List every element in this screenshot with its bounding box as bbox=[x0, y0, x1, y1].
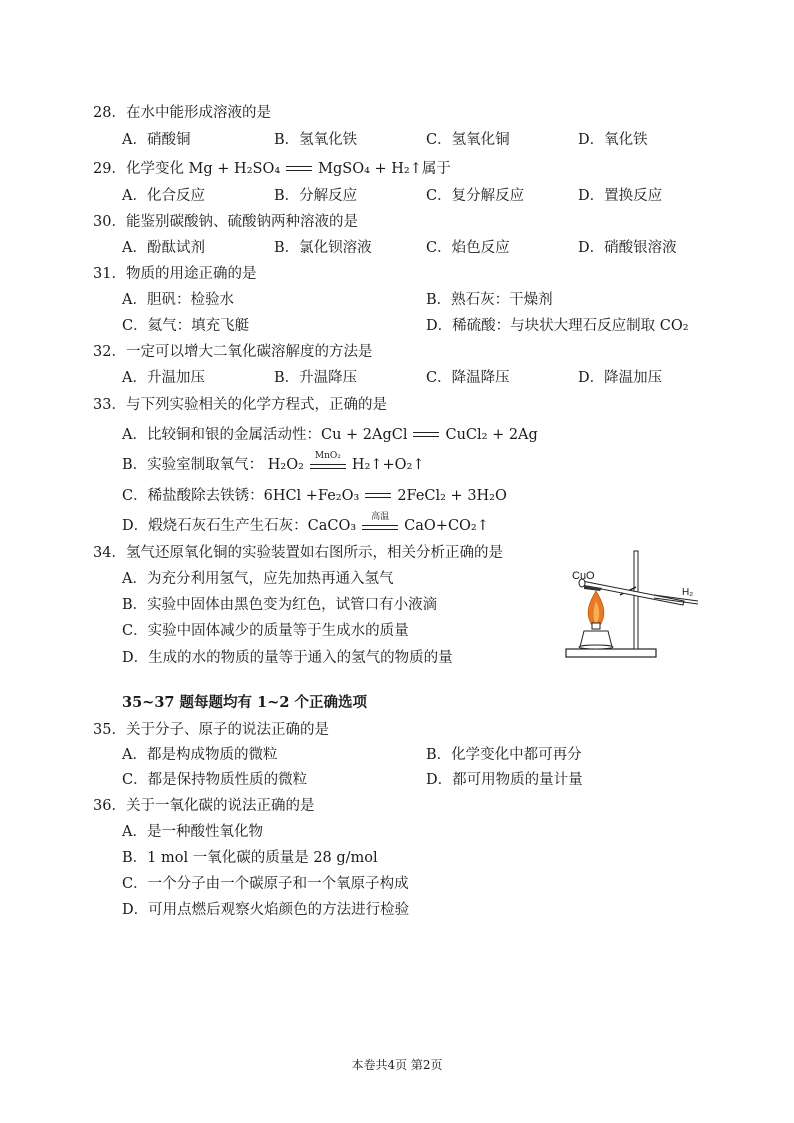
q30-stem: 30．能鉴别碳酸钠、硫酸钠两种溶液的是 bbox=[93, 214, 358, 230]
q33-option-d bbox=[122, 512, 489, 536]
q33-c-products: 2FeCl₂ + 3H₂O bbox=[397, 488, 507, 504]
reaction-condition-arrow bbox=[310, 451, 346, 475]
q35-option-b: B．化学变化中都可再分 bbox=[426, 747, 582, 763]
section-heading: 35~37 题每题均有 1~2 个正确选项 bbox=[122, 694, 367, 711]
q34-option-d: D．生成的水的物质的量等于通入的氢气的物质的量 bbox=[122, 650, 453, 666]
q30-option-c: C．焰色反应 bbox=[426, 240, 510, 256]
q28-option-d: D．氧化铁 bbox=[578, 132, 648, 148]
q28-option-a: A．硝酸铜 bbox=[122, 132, 191, 148]
q33-d-condition: 高温 bbox=[371, 512, 390, 522]
q34-option-a: A．为充分利用氢气，应先加热再通入氢气 bbox=[122, 571, 394, 587]
q33-d-products: CaO+CO₂↑ bbox=[404, 518, 489, 534]
q33-b-products: H₂↑+O₂↑ bbox=[351, 457, 425, 473]
q32-option-c: C．降温降压 bbox=[426, 370, 510, 386]
q33-option-c bbox=[122, 486, 507, 506]
q34-option-b: B．实验中固体由黑色变为红色，试管口有小液滴 bbox=[122, 597, 438, 613]
q36-option-a: A．是一种酸性氧化物 bbox=[122, 824, 263, 840]
q36-option-c: C．一个分子由一个碳原子和一个氧原子构成 bbox=[122, 876, 409, 892]
q31-option-c: C．氦气：填充飞艇 bbox=[122, 318, 250, 334]
equals-sign-icon bbox=[365, 492, 391, 500]
q30-option-a: A．酚酞试剂 bbox=[122, 240, 205, 256]
q36-option-d: D．可用点燃后观察火焰颜色的方法进行检验 bbox=[122, 902, 410, 918]
equals-sign-icon bbox=[286, 165, 312, 173]
q32-option-d: D．降温加压 bbox=[578, 370, 663, 386]
q35-option-d: D．都可用物质的量计量 bbox=[426, 772, 583, 788]
q29-option-b: B．分解反应 bbox=[274, 188, 358, 204]
q29-option-a: A．化合反应 bbox=[122, 188, 205, 204]
q33-a-products: CuCl₂ + 2Ag bbox=[445, 427, 538, 443]
reaction-condition-arrow bbox=[362, 512, 398, 536]
q28-stem: 28．在水中能形成溶液的是 bbox=[93, 105, 271, 121]
q30-option-d: D．硝酸银溶液 bbox=[578, 240, 677, 256]
q35-stem: 35．关于分子、原子的说法正确的是 bbox=[93, 722, 329, 738]
q28-option-c: C．氢氧化铜 bbox=[426, 132, 510, 148]
figure-label-h2: H₂ bbox=[682, 587, 694, 598]
q28-option-b: B．氢氧化铁 bbox=[274, 132, 358, 148]
q33-c-reactants: C．稀盐酸除去铁锈：6HCl +Fe₂O₃ bbox=[122, 488, 360, 504]
q29-stem-reactants: 29．化学变化 Mg + H₂SO₄ bbox=[93, 161, 281, 177]
q29-stem-products: MgSO₄ + H₂↑属于 bbox=[318, 161, 451, 177]
page-footer: 本卷共4页 第2页 bbox=[351, 1058, 443, 1072]
q33-stem: 33．与下列实验相关的化学方程式，正确的是 bbox=[93, 397, 387, 413]
q35-option-a: A．都是构成物质的微粒 bbox=[122, 747, 278, 763]
q36-option-b: B．1 mol 一氧化碳的质量是 28 g/mol bbox=[122, 850, 378, 866]
q31-option-d: D．稀硫酸：与块状大理石反应制取 CO₂ bbox=[426, 318, 689, 334]
hydrogen-reduction-apparatus-figure bbox=[562, 543, 702, 663]
q29-option-d: D．置换反应 bbox=[578, 188, 663, 204]
figure-label-cuo: CuO bbox=[572, 570, 595, 582]
q31-stem: 31．物质的用途正确的是 bbox=[93, 266, 257, 282]
q33-d-reactants: D．煅烧石灰石生产生石灰：CaCO₃ bbox=[122, 518, 357, 534]
equals-sign-icon bbox=[413, 431, 439, 439]
q33-a-reactants: A．比较铜和银的金属活动性：Cu + 2AgCl bbox=[122, 427, 408, 443]
q33-option-b bbox=[122, 451, 425, 475]
q31-option-b: B．熟石灰：干燥剂 bbox=[426, 292, 553, 308]
q33-b-reactants: B．实验室制取氧气： H₂O₂ bbox=[122, 457, 304, 473]
q29-option-c: C．复分解反应 bbox=[426, 188, 525, 204]
q36-stem: 36．关于一氧化碳的说法正确的是 bbox=[93, 798, 315, 814]
q34-stem: 34．氢气还原氧化铜的实验装置如右图所示，相关分析正确的是 bbox=[93, 545, 503, 561]
q31-option-a: A．胆矾：检验水 bbox=[122, 292, 234, 308]
q34-option-c: C．实验中固体减少的质量等于生成水的质量 bbox=[122, 623, 409, 639]
q29-stem bbox=[93, 159, 451, 179]
q33-b-condition: MnO₂ bbox=[314, 451, 341, 461]
q32-stem: 32．一定可以增大二氧化碳溶解度的方法是 bbox=[93, 344, 373, 360]
q30-option-b: B．氯化钡溶液 bbox=[274, 240, 372, 256]
q32-option-b: B．升温降压 bbox=[274, 370, 358, 386]
q33-option-a bbox=[122, 425, 538, 445]
q32-option-a: A．升温加压 bbox=[122, 370, 205, 386]
q35-option-c: C．都是保持物质性质的微粒 bbox=[122, 772, 308, 788]
